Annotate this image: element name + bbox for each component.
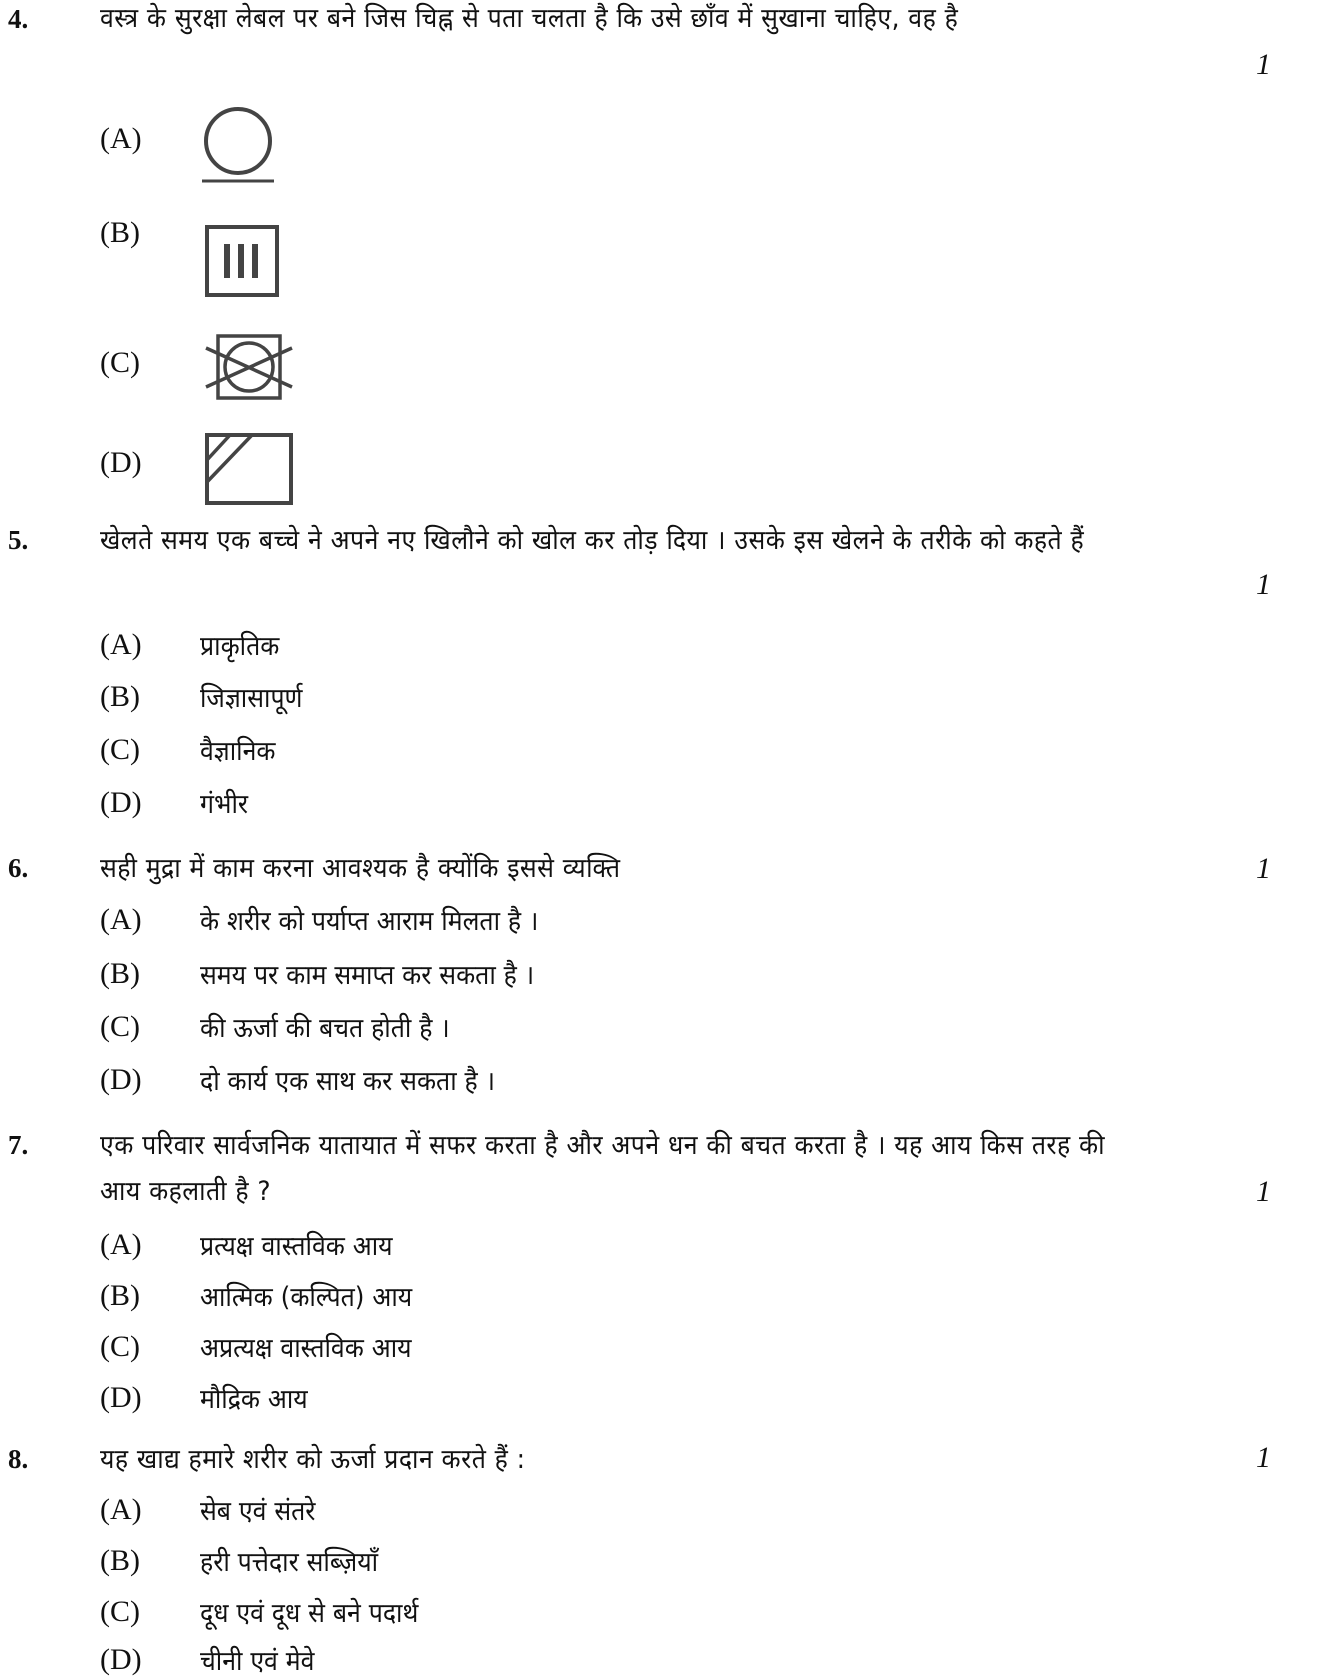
- option-label: (C): [100, 1010, 140, 1043]
- option-label: (A): [100, 122, 142, 155]
- option-label: (B): [100, 1544, 140, 1577]
- option-text: अप्रत्यक्ष वास्तविक आय: [200, 1333, 412, 1364]
- question-text: यह खाद्य हमारे शरीर को ऊर्जा प्रदान करते हैं :: [100, 1444, 526, 1475]
- question-text: एक परिवार सार्वजनिक यातायात में सफर करता है और अपने धन की बचत करता है । यह आय किस तरह की आय कहलाती है ?: [100, 1130, 1106, 1207]
- option-label: (A): [100, 903, 142, 936]
- option-text: दो कार्य एक साथ कर सकता है ।: [200, 1066, 496, 1097]
- question-marks: 1: [1256, 48, 1271, 81]
- option-label: (C): [100, 1595, 140, 1628]
- option-label: (D): [100, 1643, 142, 1676]
- option-text: दूध एवं दूध से बने पदार्थ: [200, 1598, 419, 1629]
- option-text: प्रत्यक्ष वास्तविक आय: [200, 1231, 393, 1262]
- square-with-three-vertical-lines-icon: [204, 224, 280, 298]
- question-number: 7.: [8, 1130, 29, 1160]
- option-label: (C): [100, 1330, 140, 1363]
- option-label: (C): [100, 733, 140, 766]
- option-text: समय पर काम समाप्त कर सकता है ।: [200, 960, 535, 991]
- option-text: की ऊर्जा की बचत होती है ।: [200, 1013, 450, 1044]
- option-text: प्राकृतिक: [200, 631, 280, 662]
- question-number: 8.: [8, 1444, 29, 1474]
- tumble-dry-crossed-out-icon: [203, 333, 295, 401]
- option-label: (B): [100, 957, 140, 990]
- option-label: (D): [100, 1063, 142, 1096]
- question-marks: 1: [1256, 852, 1271, 885]
- option-label: (D): [100, 786, 142, 819]
- question-marks: 1: [1256, 1175, 1271, 1208]
- question-text: वस्त्र के सुरक्षा लेबल पर बने जिस चिह्न से पता चलता है कि उसे छाँव में सुखाना चाहिए, वह है: [100, 3, 959, 34]
- question-text: खेलते समय एक बच्चे ने अपने नए खिलौने को खोल कर तोड़ दिया । उसके इस खेलने के तरीके को कहते हैं: [100, 525, 1085, 556]
- square-with-diagonal-corner-lines-icon: [204, 432, 294, 506]
- question-number: 5.: [8, 525, 29, 555]
- option-label: (B): [100, 1279, 140, 1312]
- option-text: गंभीर: [200, 789, 249, 820]
- option-text: मौद्रिक आय: [200, 1384, 308, 1415]
- option-label: (D): [100, 1381, 142, 1414]
- option-text: वैज्ञानिक: [200, 736, 276, 767]
- option-label: (A): [100, 1228, 142, 1261]
- option-label: (C): [100, 346, 140, 379]
- question-marks: 1: [1256, 1441, 1271, 1474]
- option-text: के शरीर को पर्याप्त आराम मिलता है ।: [200, 906, 539, 937]
- option-label: (D): [100, 446, 142, 479]
- question-number: 6.: [8, 853, 29, 883]
- circle-with-underline-icon: [200, 105, 276, 185]
- option-label: (A): [100, 628, 142, 661]
- option-text: आत्मिक (कल्पित) आय: [200, 1282, 413, 1313]
- option-label: (A): [100, 1493, 142, 1526]
- option-text: सेब एवं संतरे: [200, 1496, 316, 1527]
- option-text: हरी पत्तेदार सब्ज़ियाँ: [200, 1547, 379, 1578]
- option-text: चीनी एवं मेवे: [200, 1646, 315, 1677]
- option-text: जिज्ञासापूर्ण: [200, 683, 303, 714]
- question-number: 4.: [8, 4, 29, 34]
- question-marks: 1: [1256, 568, 1271, 601]
- option-label: (B): [100, 680, 140, 713]
- option-label: (B): [100, 216, 140, 249]
- question-text: सही मुद्रा में काम करना आवश्यक है क्योंकि इससे व्यक्ति: [100, 853, 621, 884]
